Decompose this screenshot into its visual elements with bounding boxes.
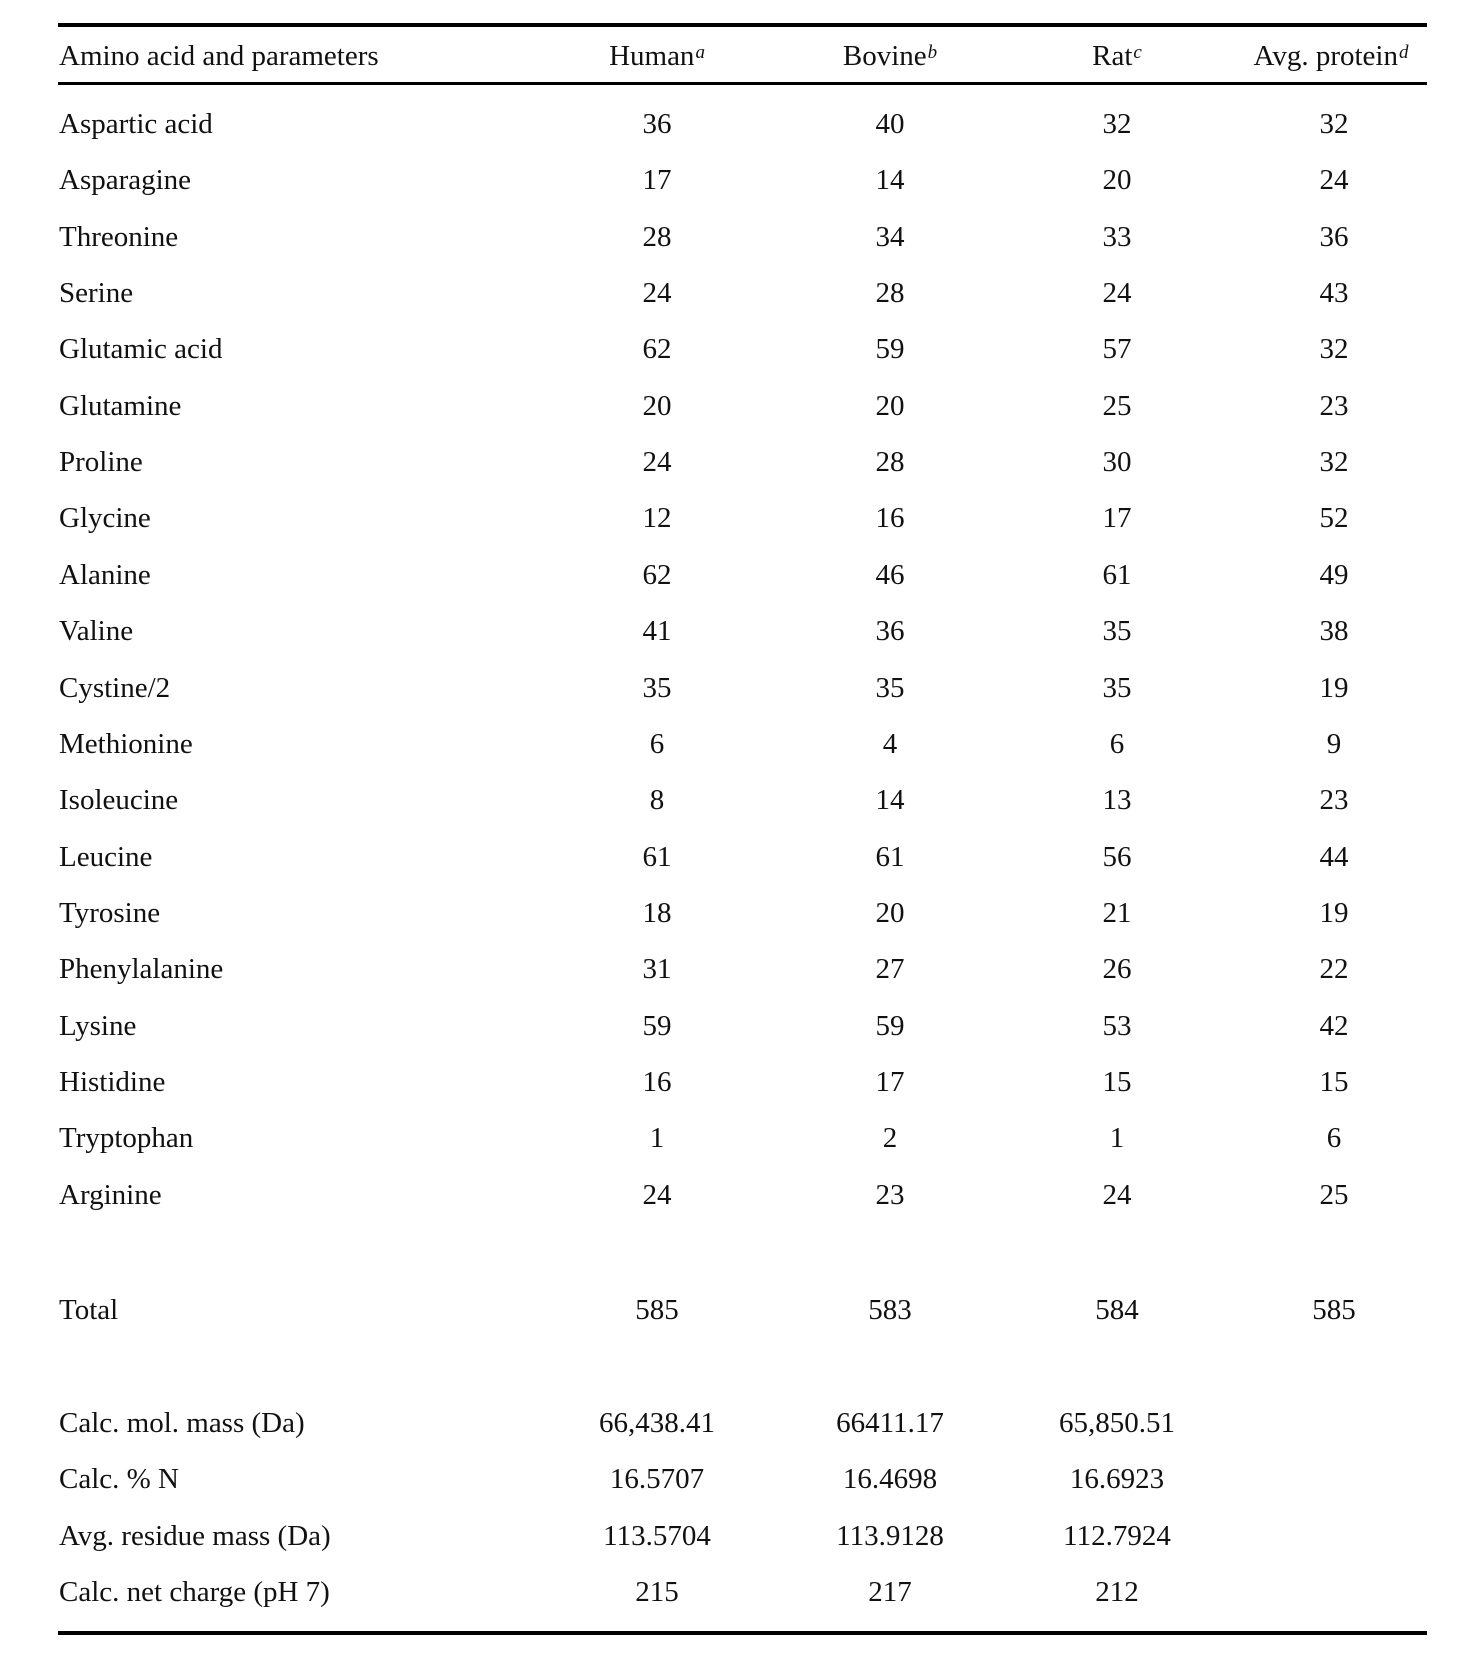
cell-value: 53	[1102, 1009, 1132, 1042]
cell-value: 30	[1102, 446, 1132, 479]
cell-value: 31	[642, 953, 672, 986]
cell-value: 57	[1102, 333, 1132, 366]
table-row	[0, 1006, 1464, 1046]
cell-value: 6	[1109, 727, 1125, 760]
row-label: Tryptophan	[59, 1122, 194, 1155]
cell-value: 23	[1319, 389, 1349, 422]
cell-value: 32	[1319, 446, 1349, 479]
header-rat: Rat$^c$	[1092, 40, 1142, 72]
table-row	[0, 1175, 1464, 1215]
cell-value: 113.5704	[603, 1519, 711, 1552]
table-header-rule	[58, 82, 1427, 85]
cell-value: 15	[1319, 1065, 1349, 1098]
row-label: Glutamine	[59, 389, 182, 422]
table-header	[0, 36, 1464, 76]
footnote-marker: a	[695, 42, 705, 63]
cell-value: 24	[642, 446, 672, 479]
cell-value: 8	[649, 784, 665, 817]
cell-value: 62	[642, 333, 672, 366]
table-row	[0, 329, 1464, 369]
cell-value: 1	[1109, 1122, 1125, 1155]
table-row	[0, 273, 1464, 313]
cell-value: 33	[1102, 220, 1132, 253]
cell-value: 41	[642, 615, 672, 648]
row-label: Threonine	[59, 220, 179, 253]
cell-value: 15	[1102, 1065, 1132, 1098]
cell-value: 12	[642, 502, 672, 535]
cell-value: 23	[875, 1178, 905, 1211]
cell-value: 28	[642, 220, 672, 253]
cell-value: 24	[642, 277, 672, 310]
table-row	[0, 555, 1464, 595]
cell-value: 35	[1102, 671, 1132, 704]
cell-value: 38	[1319, 615, 1349, 648]
cell-value: 16.5707	[609, 1463, 705, 1496]
header-parameter: Amino acid and parameters	[59, 40, 379, 72]
table-row	[0, 949, 1464, 989]
row-label: Alanine	[59, 558, 151, 591]
table-top-rule	[58, 23, 1427, 27]
cell-value: 25	[1102, 389, 1132, 422]
row-label: Serine	[59, 277, 134, 310]
footnote-marker: c	[1133, 42, 1142, 63]
cell-value: 24	[1319, 164, 1349, 197]
cell-value: 32	[1319, 333, 1349, 366]
row-label: Calc. mol. mass (Da)	[59, 1407, 305, 1439]
cell-value: 36	[875, 615, 905, 648]
cell-value: 215	[635, 1575, 679, 1608]
table-row	[0, 837, 1464, 877]
table-row	[0, 611, 1464, 651]
cell-value: 24	[642, 1178, 672, 1211]
parameter-row	[0, 1516, 1464, 1556]
header-bovine: Bovine$^b$	[842, 40, 938, 72]
cell-value: 66411.17	[836, 1407, 944, 1439]
cell-value: 25	[1319, 1178, 1349, 1211]
row-label: Methionine	[59, 727, 193, 760]
cell-value: 14	[875, 784, 905, 817]
table-row	[0, 160, 1464, 200]
row-label: Calc. % N	[59, 1463, 179, 1496]
cell-value: 23	[1319, 784, 1349, 817]
cell-value: 17	[1102, 502, 1132, 535]
cell-value: 16	[642, 1065, 672, 1098]
cell-value: 583	[868, 1294, 912, 1326]
row-label: Asparagine	[59, 164, 192, 197]
cell-value: 32	[1102, 108, 1132, 140]
row-label: Glycine	[59, 502, 151, 535]
cell-value: 40	[875, 108, 905, 140]
cell-value: 44	[1319, 840, 1349, 873]
cell-value: 18	[642, 896, 672, 929]
cell-value: 20	[875, 896, 905, 929]
cell-value: 19	[1319, 896, 1349, 929]
cell-value: 212	[1095, 1575, 1139, 1608]
table-row	[0, 1118, 1464, 1158]
cell-value: 43	[1319, 277, 1349, 310]
cell-value: 2	[882, 1122, 898, 1155]
cell-value: 59	[642, 1009, 672, 1042]
table-row	[0, 780, 1464, 820]
cell-value: 59	[875, 1009, 905, 1042]
cell-value: 66,438.41	[599, 1407, 715, 1439]
cell-value: 6	[1326, 1122, 1342, 1155]
cell-value: 46	[875, 558, 905, 591]
row-label: Cystine/2	[59, 671, 171, 704]
row-label: Glutamic acid	[59, 333, 223, 366]
cell-value: 42	[1319, 1009, 1349, 1042]
cell-value: 16.4698	[842, 1463, 938, 1496]
cell-value: 59	[875, 333, 905, 366]
cell-value: 35	[875, 671, 905, 704]
row-label: Leucine	[59, 840, 153, 873]
cell-value: 56	[1102, 840, 1132, 873]
cell-value: 36	[642, 108, 672, 140]
cell-value: 6	[649, 727, 665, 760]
cell-value: 112.7924	[1063, 1519, 1171, 1552]
cell-value: 62	[642, 558, 672, 591]
cell-value: 24	[1102, 277, 1132, 310]
cell-value: 61	[642, 840, 672, 873]
cell-value: 9	[1326, 727, 1342, 760]
cell-value: 26	[1102, 953, 1132, 986]
cell-value: 22	[1319, 953, 1349, 986]
cell-value: 61	[1102, 558, 1132, 591]
cell-value: 17	[642, 164, 672, 197]
row-label: Isoleucine	[59, 784, 179, 817]
parameter-row	[0, 1403, 1464, 1443]
cell-value: 20	[875, 389, 905, 422]
table-row	[0, 442, 1464, 482]
cell-value: 34	[875, 220, 905, 253]
cell-value: 24	[1102, 1178, 1132, 1211]
row-label: Phenylalanine	[59, 953, 224, 986]
table-row	[0, 498, 1464, 538]
cell-value: 584	[1095, 1294, 1139, 1326]
table-row	[0, 386, 1464, 426]
table-row	[0, 668, 1464, 708]
cell-value: 28	[875, 277, 905, 310]
row-label: Avg. residue mass (Da)	[59, 1519, 331, 1552]
row-label: Aspartic acid	[59, 108, 213, 140]
cell-value: 35	[1102, 615, 1132, 648]
cell-value: 217	[868, 1575, 912, 1608]
cell-value: 65,850.51	[1059, 1407, 1175, 1439]
cell-value: 35	[642, 671, 672, 704]
cell-value: 16	[875, 502, 905, 535]
cell-value: 32	[1319, 108, 1349, 140]
cell-value: 113.9128	[836, 1519, 944, 1552]
row-label: Histidine	[59, 1065, 166, 1098]
cell-value: 20	[642, 389, 672, 422]
cell-value: 16.6923	[1069, 1463, 1165, 1496]
footnote-marker: b	[927, 42, 938, 63]
parameter-row	[0, 1459, 1464, 1499]
row-label: Tyrosine	[59, 896, 161, 929]
cell-value: 28	[875, 446, 905, 479]
cell-value: 49	[1319, 558, 1349, 591]
footnote-marker: d	[1398, 42, 1409, 63]
cell-value: 61	[875, 840, 905, 873]
table-row	[0, 217, 1464, 257]
cell-value: 13	[1102, 784, 1132, 817]
table-row	[0, 724, 1464, 764]
cell-value: 20	[1102, 164, 1132, 197]
cell-value: 14	[875, 164, 905, 197]
table-row	[0, 893, 1464, 933]
cell-value: 585	[1312, 1294, 1356, 1326]
row-label: Proline	[59, 446, 143, 479]
cell-value: 4	[882, 727, 898, 760]
header-human: Human$^a$	[609, 40, 705, 72]
table-row	[0, 104, 1464, 144]
cell-value: 585	[635, 1294, 679, 1326]
row-label: Valine	[59, 615, 134, 648]
cell-value: 1	[649, 1122, 665, 1155]
total-row	[0, 1290, 1464, 1330]
cell-value: 52	[1319, 502, 1349, 535]
table-bottom-rule	[58, 1631, 1427, 1635]
row-label: Total	[59, 1294, 119, 1326]
cell-value: 21	[1102, 896, 1132, 929]
header-avg-protein: Avg. protein$^d$	[1253, 40, 1409, 72]
parameter-row	[0, 1572, 1464, 1612]
cell-value: 27	[875, 953, 905, 986]
cell-value: 36	[1319, 220, 1349, 253]
table-row	[0, 1062, 1464, 1102]
cell-value: 19	[1319, 671, 1349, 704]
row-label: Lysine	[59, 1009, 137, 1042]
cell-value: 17	[875, 1065, 905, 1098]
row-label: Arginine	[59, 1178, 162, 1211]
row-label: Calc. net charge (pH 7)	[59, 1575, 330, 1608]
